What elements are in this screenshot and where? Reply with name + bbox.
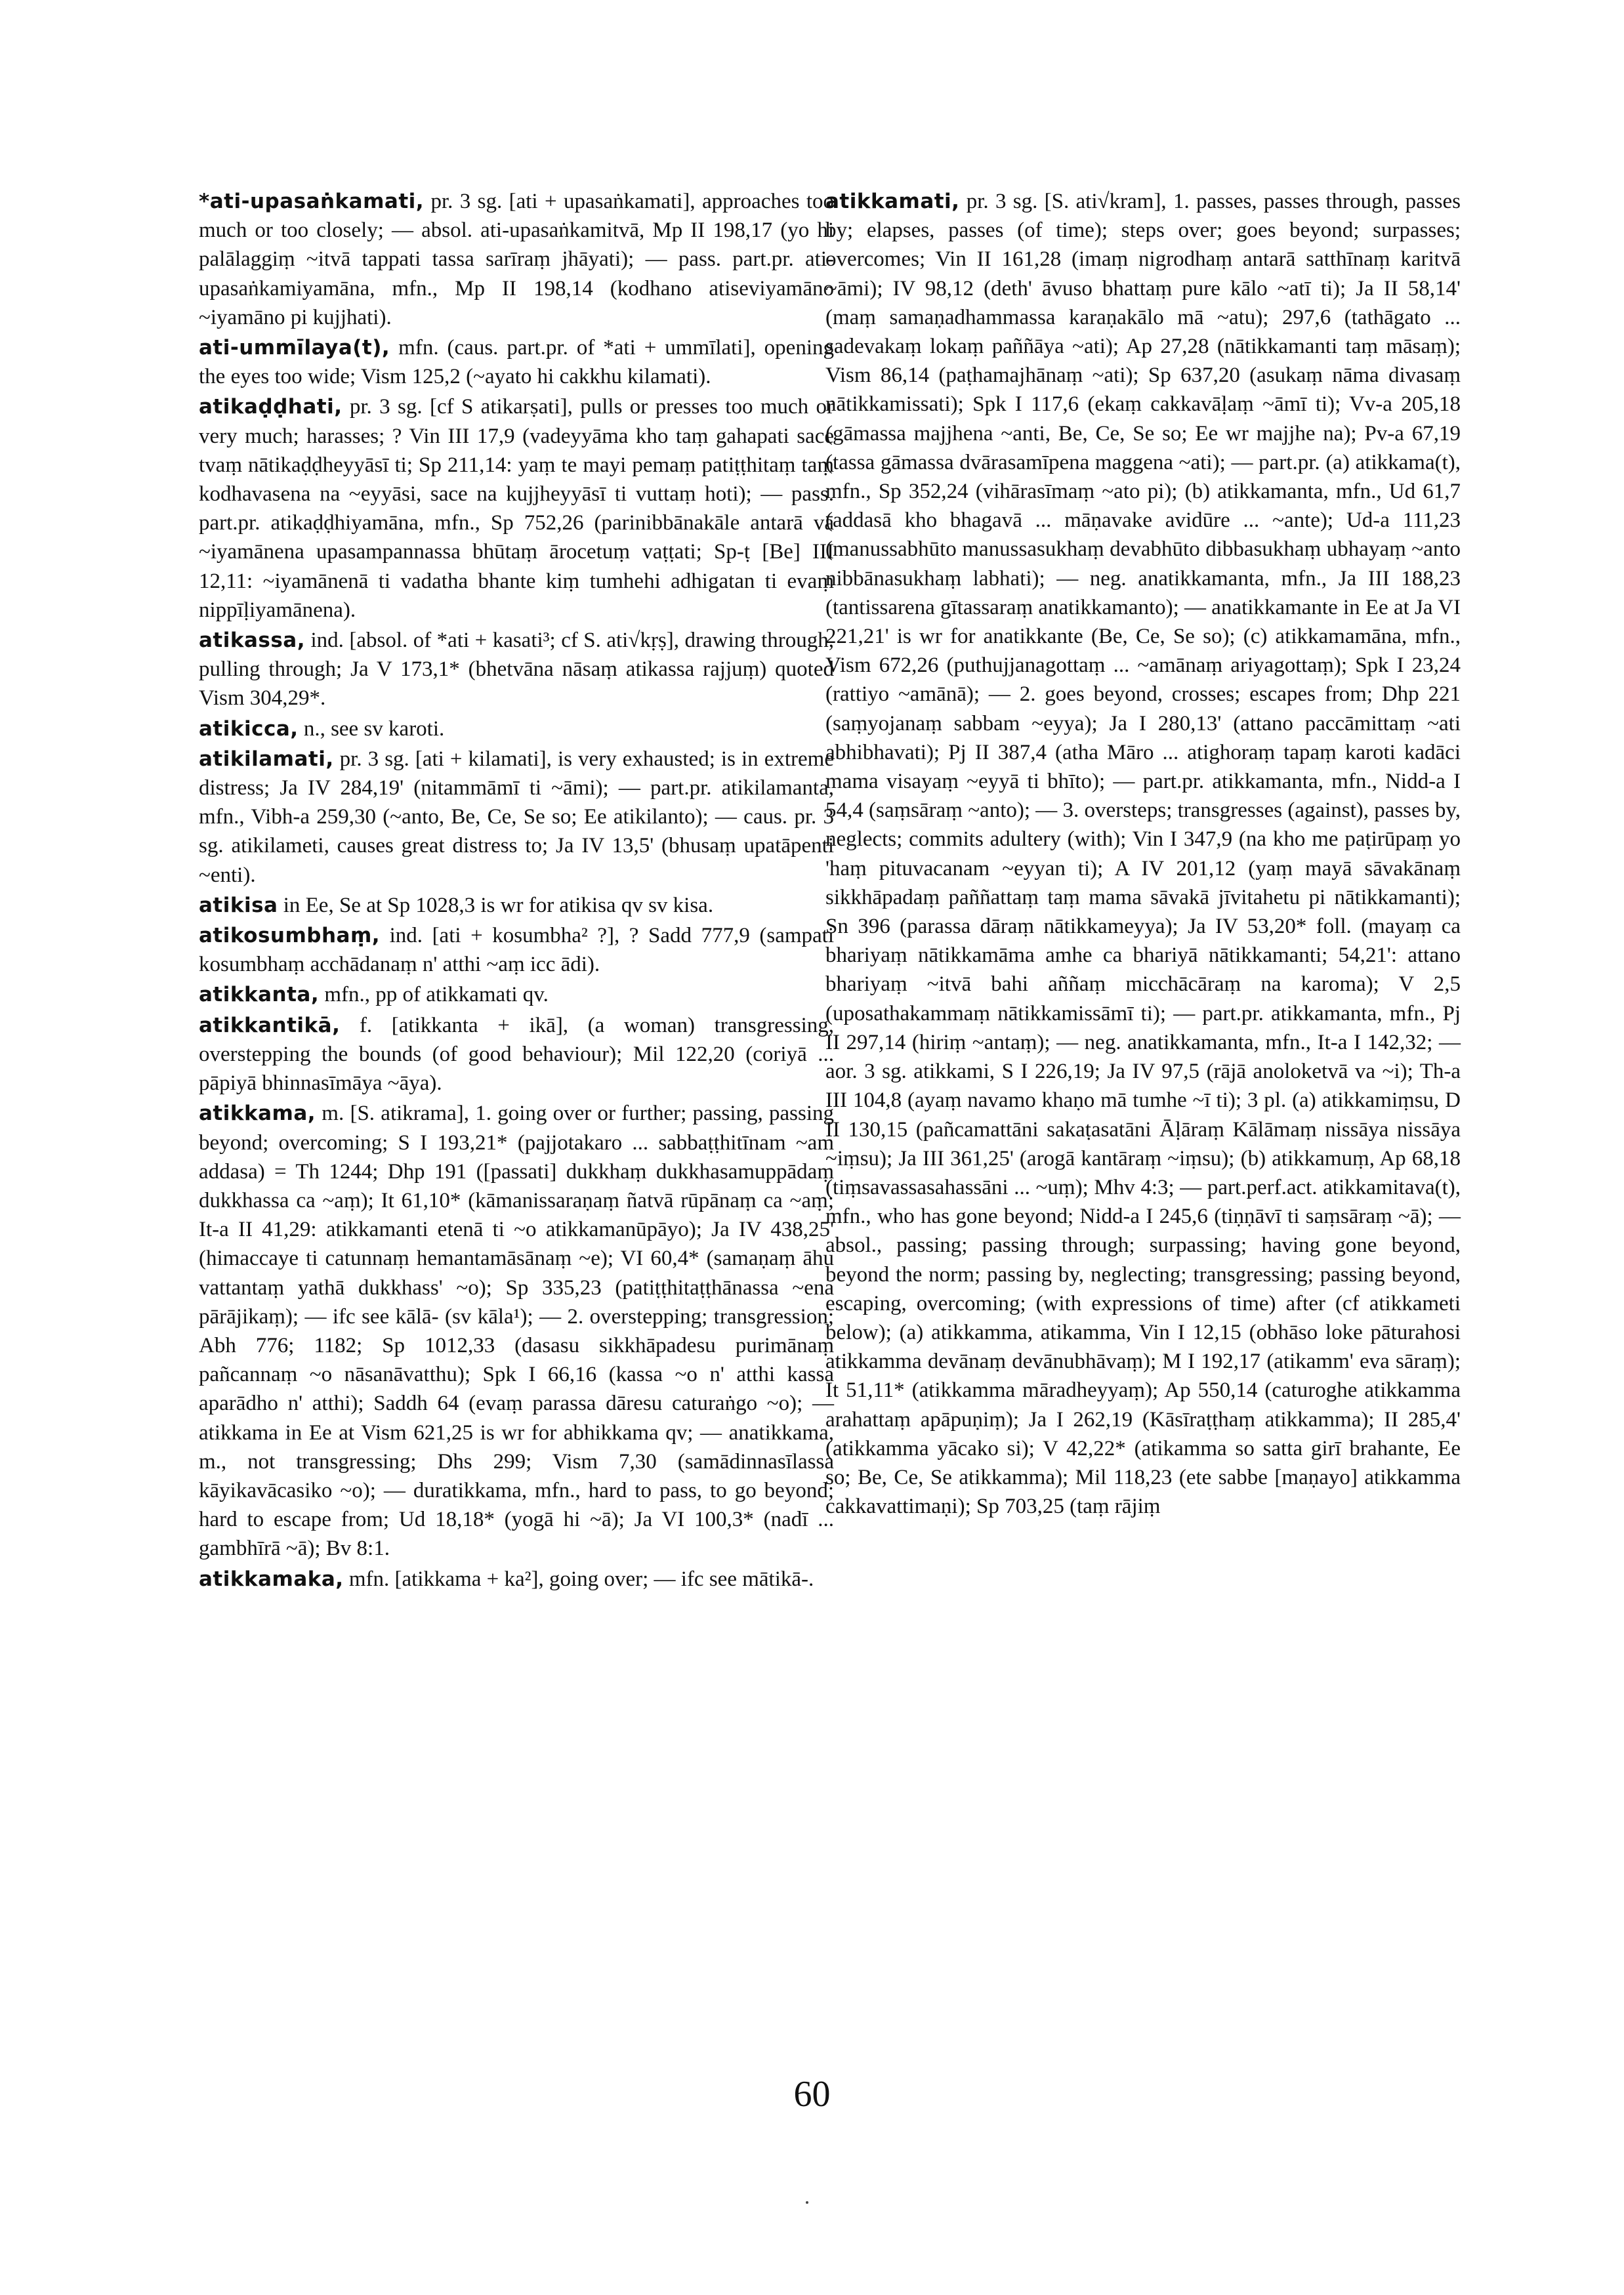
dictionary-entry xyxy=(199,1565,834,1594)
dictionary-entry xyxy=(199,891,834,920)
entry-text: mfn. (caus. part.pr. of *ati + ummīlati], opening the eyes too wide; Vism 125,2 (~ayato hi cakkhu kilamati). xyxy=(199,336,834,389)
entry-headword: atikilamati, xyxy=(199,747,334,771)
dictionary-entry xyxy=(199,333,834,391)
entry-text: ind. [ati + kosumbha² ?], ? Sadd 777,9 (sampati kosumbhaṃ acchādanaṃ n' atthi ~aṃ icc ādi). xyxy=(199,924,835,977)
page-number: 60 xyxy=(793,2074,831,2115)
entry-headword: atikkanta, xyxy=(199,983,320,1007)
entry-text: pr. 3 sg. [ati + kilamati], is very exhausted; is in extreme distress; Ja IV 284,19' (nitammāmī ti ~āmi); — part.pr. atikilamanta, mfn., Vibh-a 259,30 (~anto, Be, Ce, Se so; Ee atikilanto); — caus. pr. 3 sg. atikilameti, causes great distress to; Ja IV 13,5' (bhusaṃ upatāpenti ~enti). xyxy=(199,747,834,887)
entry-headword: atikaḍḍhati, xyxy=(199,395,343,419)
entry-text: pr. 3 sg. [S. ati√kram], 1. passes, passes through, passes by; elapses, passes (of time); steps over; goes beyond; surpasses; overcomes; Vin II 161,28 (imaṃ nigrodhaṃ antarā satthīnaṃ karitvā ~āmi); IV 98,12 (deth' āvuso bhattaṃ pure kālo ~atī ti); Ja II 58,14' (maṃ samaṇadhammassa karaṇakālo mā ~atu); 297,6 (tathāgato ... sadevakaṃ lokaṃ paññāya ~ati); Ap 27,28 (nātikkamanti taṃ māsaṃ); Vism 86,14 (paṭhamajhānaṃ ~ati); Sp 637,20 (asukaṃ nāma divasaṃ nātikkamissati); Spk I 117,6 (ekaṃ cakkavāḷaṃ ~āmī ti); Vv-a 205,18 (gāmassa majjhena ~anti, Be, Ce, Se so; Ee wr majjhe na); Pv-a 67,19 (tassa gāmassa dvārasamīpena maggena ~ati); — part.pr. (a) atikkama(t), mfn., Sp 352,24 (vihārasīmaṃ ~ato pi); (b) atikkamanta, mfn., Ud 61,7 (addasā kho bhagavā ... māṇavake avidūre ... ~ante); Ud-a 111,23 (manussabhūto manussasukhaṃ devabhūto dibbasukhaṃ ubhayaṃ ~anto nibbānasukhaṃ labhati); — neg. anatikkamanta, mfn., Ja III 188,23 (tantissarena gītassaraṃ anatikkamanto); — anatikkamante in Ee at Ja VI 221,21' is wr for anatikkante (Be, Ce, Se so); (c) atikkamamāna, mfn., Vism 672,26 (puthujjanagottaṃ ... ~amānaṃ ariyagottaṃ); Spk I 23,24 (rattiyo ~amānā); — 2. goes beyond, crosses; escapes from; Dhp 221 (saṃyojanaṃ sabbam ~eyya); Ja I 280,13' (attano paccāmittaṃ ~ati abhibhavati); Pj II 387,4 (atha Māro ... atighoraṃ tapaṃ karoti kadāci mama visayaṃ ~eyyā ti bhīto); — part.pr. atikkamanta, mfn., Nidd-a I 54,4 (saṃsāraṃ ~anto); — 3. oversteps; transgresses (against), passes by, neglects; commits adultery (with); Vin I 347,9 (na kho me paṭirūpaṃ yo 'haṃ pituvacanam ~eyyan ti); A IV 201,12 (yaṃ mayā sāvakānaṃ sikkhāpadaṃ paññattaṃ taṃ mama sāvakā jīvitahetu pi nātikkamanti); Sn 396 (parassa dāraṃ nātikkameyya); Ja IV 53,20* foll. (mayaṃ ca bhariyaṃ nātikkamāma amhe ca bhariyā nātikkamanti; 54,21': attano bhariyaṃ ~itvā bahi aññaṃ micchācāraṃ na karoma); V 2,5 (uposathakammaṃ nātikkamissāmī ti); — part.pr. atikkamanta, mfn., Pj II 297,14 (hiriṃ ~antaṃ); — neg. anatikkamanta, mfn., It-a I 142,32; — aor. 3 sg. atikkami, S I 226,19; Ja IV 97,5 (rājā anoloketvā va ~i); Th-a III 104,8 (ayaṃ navamo khaṇo mā tumhe ~ī ti); 3 pl. (a) atikkamiṃsu, D II 130,15 (pañcamattāni sakaṭasatāni Āḷāraṃ Kālāmaṃ nissāya nissāya ~iṃsu); Ja III 361,25' (arogā kantāraṃ ~iṃsu); (b) atikkamuṃ, Ap 68,18 (tiṃsavassasahassāni ... ~uṃ); Mhv 4:3; — part.perf.act. atikkamitava(t), mfn., who has gone beyond; Nidd-a I 245,6 (tiṇṇāvī ti saṃsāraṃ ~ā); — absol., passing; passing through; surpassing; having gone beyond, beyond the norm; passing by, neglecting; transgressing; passing beyond, escaping, overcoming; (with expressions of time) after (cf atikkameti below); (a) atikkamma, atikamma, Vin I 12,15 (obhāso loke pāturahosi atikkamma devānaṃ devānubhāvaṃ); M I 192,17 (atikamm' eva sāraṃ); It 51,11* (atikkamma māradheyyaṃ); Ap 550,14 (caturoghe atikkamma arahattaṃ apāpuṇiṃ); Ja I 262,19 (Kāsīraṭṭhaṃ atikkamma); II 285,4' (atikkamma yācako si); V 42,22* (atikamma so satta girī brahante, Ee so; Be, Ce, Se atikkamma); Mil 118,23 (ete sabbe [maṇayo] atikkamma cakkavattimaṇi); Sp 703,25 (taṃ rājiṃ xyxy=(825,190,1461,1519)
entry-headword: atikkantikā, xyxy=(199,1013,341,1037)
entry-text: ind. [absol. of *ati + kasati³; cf S. ati√kṛṣ], drawing through, pulling through; Ja V 173,1* (bhetvāna nāsaṃ atikassa rajjuṃ) quoted Vism 304,29*. xyxy=(199,629,834,711)
left-column xyxy=(199,187,834,1595)
dictionary-entry xyxy=(199,626,834,713)
entry-text: n., see sv karoti. xyxy=(303,716,445,741)
dictionary-entry xyxy=(825,187,1461,1521)
dictionary-entry xyxy=(199,187,834,332)
entry-text: mfn. [atikkama + ka²], going over; — ifc see mātikā-. xyxy=(348,1567,814,1591)
entry-headword: atikkamaka, xyxy=(199,1567,344,1591)
entry-headword: atikicca, xyxy=(199,716,299,741)
entry-headword: *ati-upasaṅkamati, xyxy=(199,190,425,213)
scan-speck xyxy=(806,2201,808,2204)
entry-text: pr. 3 sg. [ati + upasaṅkamati], approaches too much or too closely; — absol. ati-upasaṅkamitvā, Mp II 198,17 (yo hi palālaggiṃ ~itvā tappati tassa sarīraṃ jhāyati); — pass. part.pr. ati-upasaṅkamiyamāna, mfn., Mp II 198,14 (kodhano atiseviyamāno ~iyamāno pi kujjhati). xyxy=(199,190,835,329)
dictionary-entry xyxy=(199,714,834,743)
dictionary-entry xyxy=(199,921,834,979)
dictionary-entry xyxy=(199,745,834,890)
entry-text: mfn., pp of atikkamati qv. xyxy=(324,983,549,1007)
entry-headword: atikkama, xyxy=(199,1102,316,1126)
dictionary-entry xyxy=(199,980,834,1009)
dictionary-entry xyxy=(199,1011,834,1098)
entry-text: pr. 3 sg. [cf S atikarṣati], pulls or presses too much or very much; harasses; ? Vin III 17,9 (vadeyyāma kho taṃ gahapati sace tvaṃ nātikaḍḍheyyāsī ti; Sp 211,14: yaṃ te mayi pemaṃ patiṭṭhitaṃ taṃ kodhavasena na ~eyyāsi, sace na kujjheyyāsī ti vuttaṃ hoti); — pass. part.pr. atikaḍḍhiyamāna, mfn., Sp 752,26 (parinibbānakāle antarā vā ~iyamānena upasampannassa bhūtaṃ ārocetuṃ vaṭṭati; Sp-ṭ [Be] III 12,11: ~iyamānenā ti vadatha bhante kiṃ tumhehi adhigatan ti evaṃ nippīḷiyamānena). xyxy=(199,395,834,622)
entry-headword: atikkamati, xyxy=(825,190,960,213)
dictionary-entry xyxy=(199,392,834,625)
right-column xyxy=(825,187,1461,1522)
entry-headword: atikisa xyxy=(199,893,278,917)
entry-headword: atikosumbhaṃ, xyxy=(199,924,381,948)
entry-headword: atikassa, xyxy=(199,629,305,653)
entry-text: in Ee, Se at Sp 1028,3 is wr for atikisa qv sv kisa. xyxy=(283,893,714,917)
entry-text: m. [S. atikrama], 1. going over or further; passing, passing beyond; overcoming; S I 193,21* (pajjotakaro ... sabbaṭṭhitīnam ~am addasa) = Th 1244; Dhp 191 ([passati] dukkhaṃ dukkhasamuppādaṃ dukkhassa ca ~aṃ); It 61,10* (kāmanissaraṇaṃ ñatvā rūpānaṃ ca ~aṃ; It-a II 41,29: atikkamanti etenā ti ~o atikkamanūpāyo); Ja IV 438,25' (himaccaye ti catunnaṃ hemantamāsānaṃ ~e); VI 60,4* (samaṇaṃ āhu vattantaṃ yathā dukkhass' ~o); Sp 335,23 (patiṭṭhitaṭṭhānassa ~ena pārājikaṃ); — ifc see kālā- (sv kāla¹); — 2. overstepping; transgression; Abh 776; 1182; Sp 1012,33 (dasasu sikkhāpadesu purimānaṃ pañcannaṃ ~o nāsanāvatthu); Spk I 66,16 (kassa ~o n' atthi kassa aparādho n' atthi); Saddh 64 (evaṃ parassa dāresu caturaṅgo ~o); — atikkama in Ee at Vism 621,25 is wr for abhikkama qv; — anatikkama, m., not transgressing; Dhs 299; Vism 7,30 (samādinnasīlassa kāyikavācasiko ~o); — duratikkama, mfn., hard to pass, to go beyond; hard to escape from; Ud 18,18* (yogā hi ~ā); Ja VI 100,3* (nadī ... gambhīrā ~ā); Bv 8:1. xyxy=(199,1102,835,1561)
dictionary-entry xyxy=(199,1099,834,1563)
entry-text: f. [atikkanta + ikā], (a woman) transgressing, overstepping the bounds (of good behaviour); Mil 122,20 (coriyā ... pāpiyā bhinnasīmāya ~āya). xyxy=(199,1013,834,1096)
entry-headword: ati-ummīlaya(t), xyxy=(199,336,390,360)
